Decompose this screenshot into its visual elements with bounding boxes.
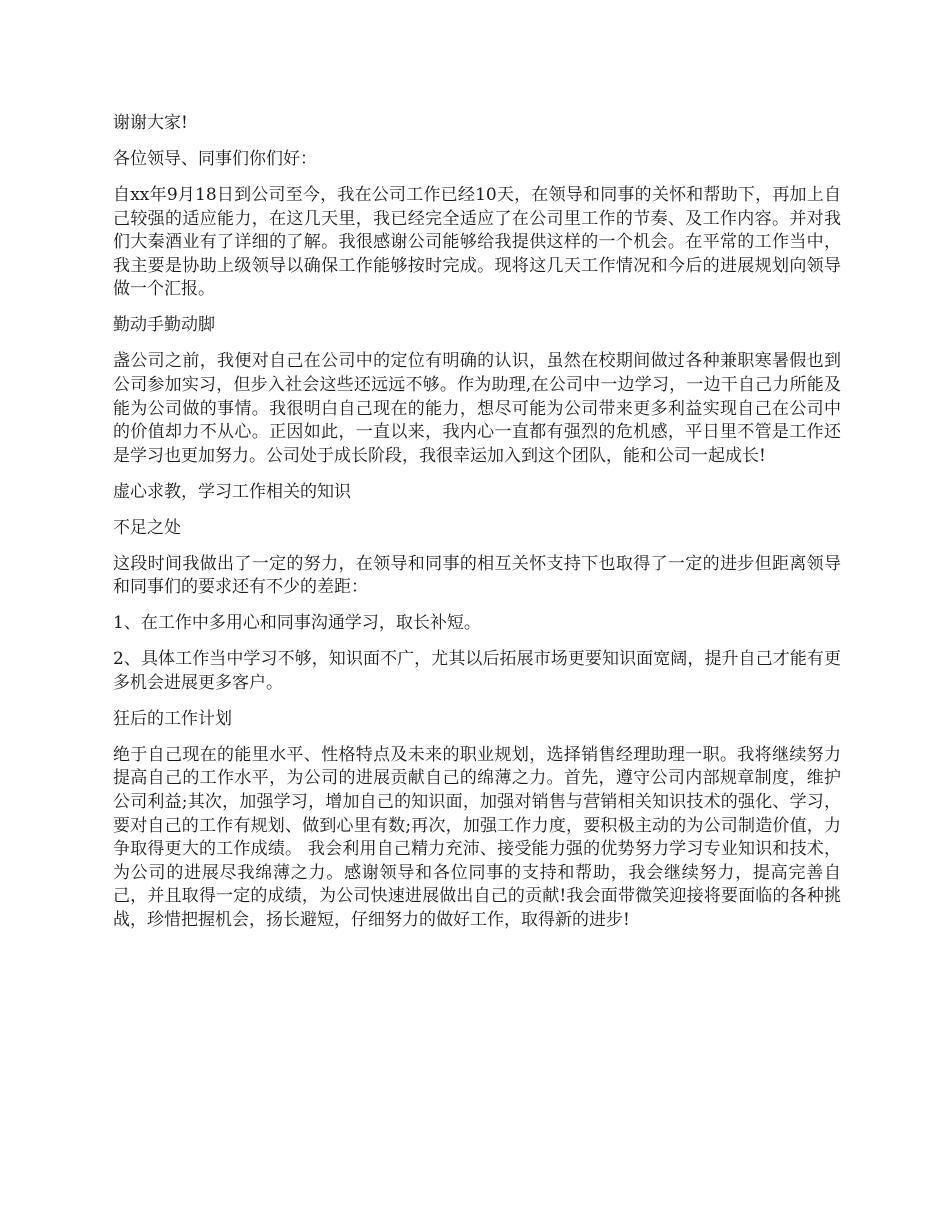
section-heading-plan: 狂后的工作计划 — [113, 708, 232, 729]
section-heading-shortcomings: 不足之处 — [113, 517, 181, 538]
shortcoming-item-2: 2、具体工作当中学习不够，知识面不广，尤其以后拓展市场更要知识面宽阔，提升自己才能有更多机会进展更多客户。 — [113, 649, 841, 693]
document-body — [113, 112, 841, 945]
intro-paragraph: 自xx年9月18日到公司至今，我在公司工作已经10天，在领导和同事的关怀和帮助下，再加上自己较强的适应能力，在这几天里，我已经完全适应了在公司里工作的节奏、及工作内容。并对我们大秦酒业有了详细的了解。我很感谢公司能够给我提供这样的一个机会。在平常的工作当中，我主要是协助上级领导以确保工作能够按时完成。现将这几天工作情况和今后的进展规划向领导做一个汇报。 — [113, 184, 841, 300]
diligence-paragraph: 盏公司之前，我便对自己在公司中的定位有明确的认识，虽然在校期间做过各种兼职寒暑假也到公司参加实习，但步入社会这些还远远不够。作为助理,在公司中一边学习，一边干自己力所能及能为公司做的事情。我很明白自己现在的能力，想尽可能为公司带来更多利益实现自己在公司中的价值却力不从心。正因如此，一直以来，我内心一直都有强烈的危机感，平日里不管是工作还是学习也更加努力。公司处于成长阶段，我很幸运加入到这个团队，能和公司一起成长! — [113, 351, 841, 466]
shortcomings-paragraph: 这段时间我做出了一定的努力，在领导和同事的相互关怀支持下也取得了一定的进步但距离领导和同事们的要求还有不少的差距： — [113, 553, 841, 598]
shortcoming-item-1: 1、在工作中多用心和同事沟通学习，取长补短。 — [113, 613, 481, 634]
section-heading-diligence: 勤动手勤动脚 — [113, 315, 215, 336]
closing-thanks: 谢谢大家! — [113, 113, 188, 133]
plan-paragraph: 绝于自己现在的能里水平、性格特点及未来的职业规划，选择销售经理助理一职。我将继续努力提高自己的工作水平，为公司的进展贡献自己的绵薄之力。首先，遵守公司内部规章制度，维护公司利益;其次，加强学习，增加自己的知识面，加强对销售与营销相关知识技术的强化、学习，要对自己的工作有规划、做到心里有数;再次，加强工作力度，要积极主动的为公司制造价值，力争取得更大的工作成绩。 我会利用自己精力充沛、接受能力强的优势努力学习专业知识和技术，为公司的进展尽我绵薄之力。感谢领导和各位同事的支持和帮助，我会继续努力，提高完善自己，并且取得一定的成绩，为公司快速进展做出自己的贡献!我会面带微笑迎接将要面临的各种挑战，珍惜把握机会，扬长避短，仔细努力的做好工作，取得新的进步! — [113, 744, 841, 930]
section-heading-learning: 虚心求教，学习工作相关的知识 — [113, 481, 351, 502]
salutation: 各位领导、同事们你们好： — [113, 148, 317, 169]
